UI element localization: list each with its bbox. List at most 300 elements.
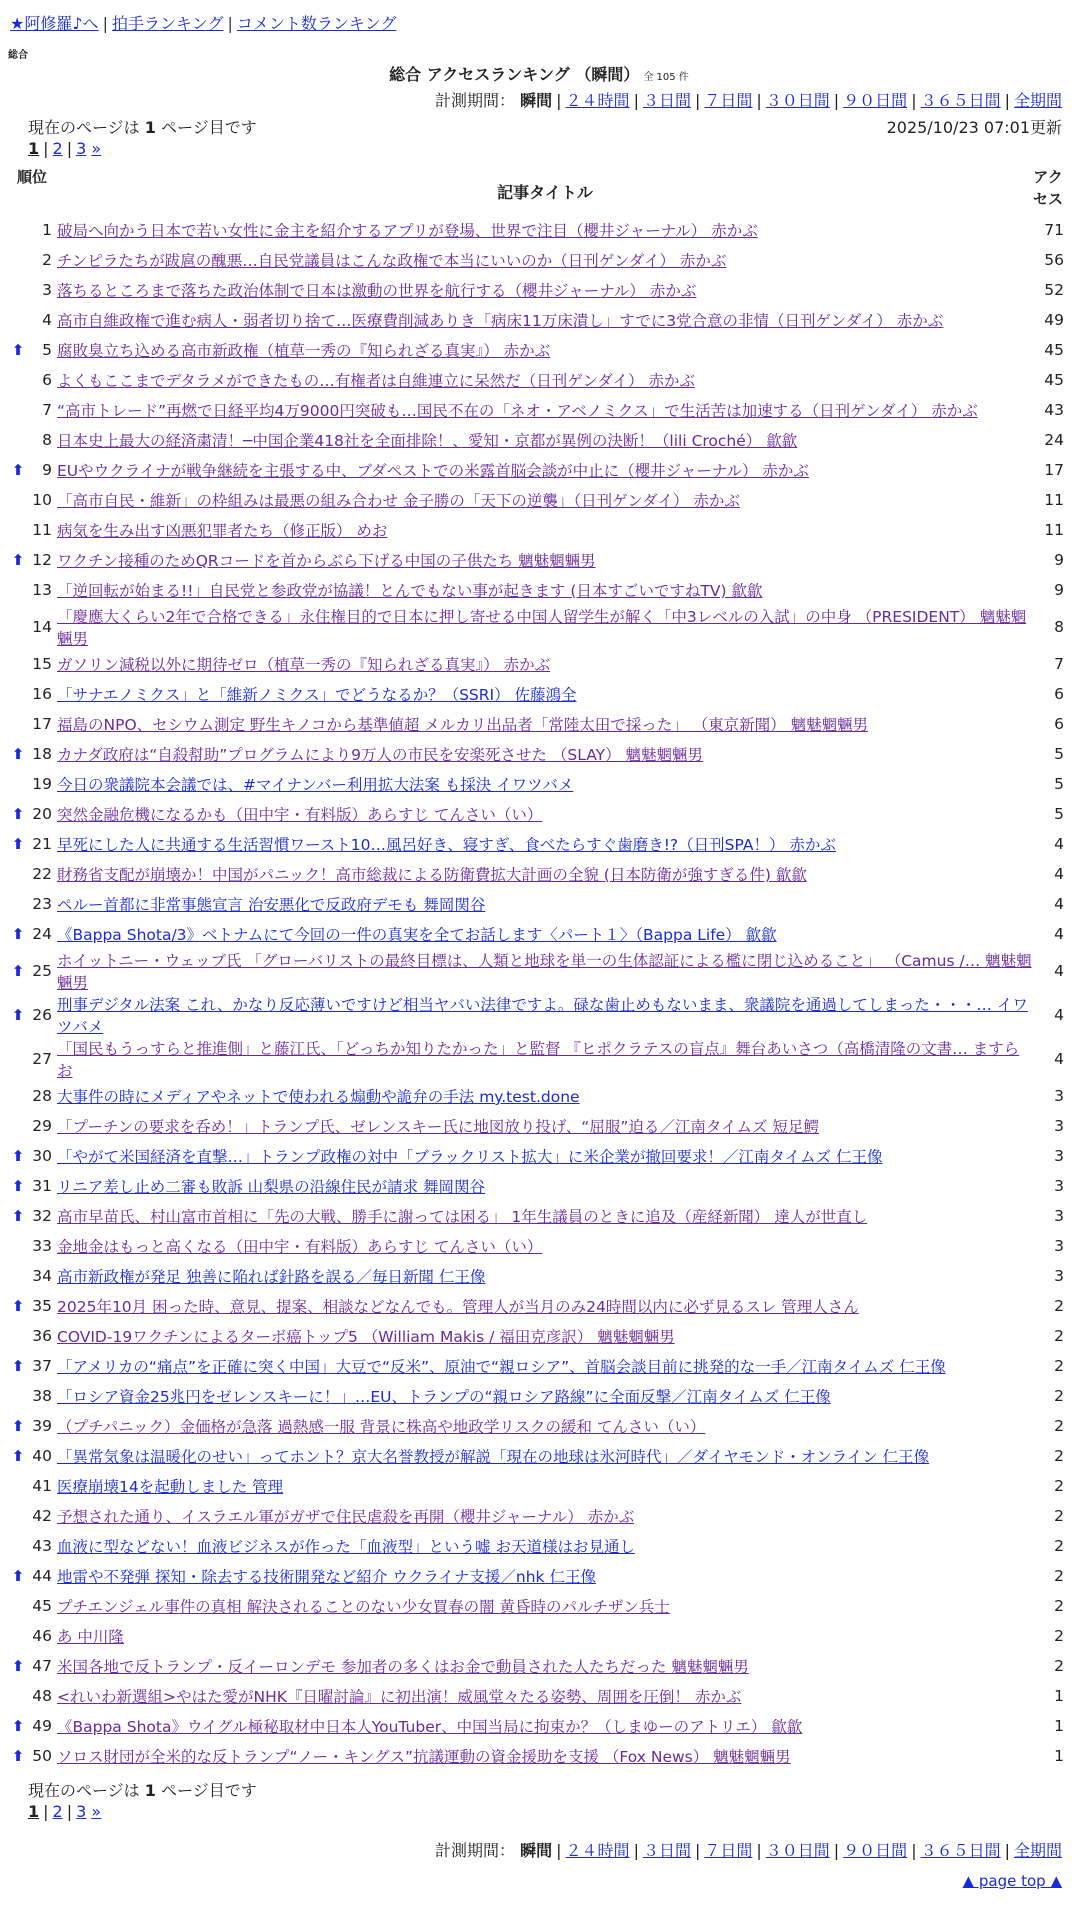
table-row — [0, 546, 1078, 576]
period-top-item-current: 瞬間 — [520, 91, 553, 110]
access-count: 4 — [1054, 835, 1064, 853]
article-title-cell — [57, 654, 1032, 676]
rank-number: 25 — [32, 962, 52, 980]
table-row — [0, 1202, 1078, 1232]
article-title-cell — [57, 1236, 1032, 1258]
table-row — [0, 486, 1078, 516]
table-row — [0, 994, 1078, 1038]
article-title-cell — [57, 994, 1032, 1038]
up-arrow-icon: ⬆ — [11, 745, 25, 763]
separator: | — [43, 139, 49, 158]
up-arrow-icon: ⬆ — [11, 1297, 25, 1315]
period-selector-bottom — [435, 1838, 1062, 1861]
period-top-item[interactable]: ９０日間 — [843, 91, 908, 110]
rank-number: 47 — [32, 1657, 52, 1675]
period-bottom-item-current: 瞬間 — [520, 1841, 553, 1860]
table-row — [0, 396, 1078, 426]
article-title-cell — [57, 1266, 1032, 1288]
table-row — [0, 516, 1078, 546]
table-row — [0, 1082, 1078, 1112]
rank-number: 31 — [32, 1177, 52, 1195]
article-title-cell — [57, 1476, 1032, 1498]
separator: | — [1004, 1841, 1010, 1860]
article-link[interactable]: ワクチン接種のためQRコードを首からぶら下げる中国の子供たち 魑魅魍魎男 — [57, 552, 596, 570]
current-page-info-bottom: 現在のページは 1 ページ目です — [28, 1781, 257, 1800]
up-arrow-icon: ⬆ — [11, 1357, 25, 1375]
rank-number: 4 — [42, 311, 52, 329]
rank-number: 2 — [42, 251, 52, 269]
article-title-cell — [57, 1686, 1032, 1708]
access-count: 4 — [1054, 1006, 1064, 1024]
rank-number: 44 — [32, 1567, 52, 1585]
period-selector-top — [435, 88, 1062, 111]
pager-top — [28, 139, 101, 158]
article-link[interactable]: EUやウクライナが戦争継続を主張する中、ブダペストでの米露首脳会談が中止に（櫻井ジャーナル） 赤かぶ — [57, 462, 809, 480]
up-arrow-icon: ⬆ — [11, 1657, 25, 1675]
separator: | — [833, 91, 840, 110]
rank-number: 50 — [32, 1747, 52, 1765]
access-count: 9 — [1054, 581, 1064, 599]
comment-ranking-link[interactable]: コメント数ランキング — [236, 14, 397, 33]
table-row — [0, 576, 1078, 606]
article-link[interactable]: 「やがて米国経済を直撃…」トランプ政権の対中「ブラックリスト拡大」に米企業が撤回要求！／江南タイムズ 仁王像 — [57, 1148, 883, 1166]
article-title-cell — [57, 1296, 1032, 1318]
rank-number: 5 — [42, 341, 52, 359]
rank-number: 33 — [32, 1237, 52, 1255]
table-row — [0, 1682, 1078, 1712]
article-link[interactable]: 突然金融危機になるかも（田中宇・有料版）あらすじ てんさい（い） — [57, 806, 543, 824]
article-link[interactable]: 「国民もうっすらと推進側」と藤江氏、「どっちか知りたかった」と監督 『ヒポクラテスの盲点』舞台あいさつ（高橋清隆の文書… ますらお — [57, 1040, 1020, 1080]
article-link[interactable]: 高市自維政権で進む病人・弱者切り捨て…医療費削減ありき「病床11万床潰し」すでに3党合意の非情（日刊ゲンダイ） 赤かぶ — [57, 312, 944, 330]
rank-number: 12 — [32, 551, 52, 569]
table-row — [0, 920, 1078, 950]
separator: | — [833, 1841, 840, 1860]
rank-number: 10 — [32, 491, 52, 509]
article-link[interactable]: 高市新政権が発足 独善に陥れば針路を誤る／毎日新聞 仁王像 — [57, 1268, 486, 1286]
access-count: 52 — [1044, 281, 1064, 299]
article-link[interactable]: プチエンジェル事件の真相 解決されることのない少女買春の闇 黄昏時のパルチザン兵士 — [57, 1598, 670, 1616]
period-bottom-item[interactable]: ３６５日間 — [920, 1841, 1001, 1860]
article-link[interactable]: 腐敗臭立ち込める高市新政権（植草一秀の『知られざる真実』） 赤かぶ — [57, 342, 551, 360]
separator: | — [1004, 91, 1010, 110]
rank-number: 17 — [32, 715, 52, 733]
table-row — [0, 1038, 1078, 1082]
pager-bottom — [28, 1802, 101, 1821]
top-nav: ★阿修羅♪へ | 拍手ランキング | コメント数ランキング — [10, 14, 397, 33]
access-count: 17 — [1044, 461, 1064, 479]
article-link[interactable]: 大事件の時にメディアやネットで使われる煽動や詭弁の手法 my.test.done — [57, 1088, 580, 1106]
access-count: 6 — [1054, 685, 1064, 703]
article-link[interactable]: ガソリン減税以外に期待ゼロ（植草一秀の『知られざる真実』） 赤かぶ — [57, 656, 551, 674]
article-title-cell — [57, 400, 1032, 422]
access-count: 2 — [1054, 1417, 1064, 1435]
rank-number: 42 — [32, 1507, 52, 1525]
up-arrow-icon: ⬆ — [11, 1447, 25, 1465]
access-count: 3 — [1054, 1087, 1064, 1105]
table-row — [0, 1532, 1078, 1562]
up-arrow-icon: ⬆ — [11, 461, 25, 479]
table-row — [0, 830, 1078, 860]
rank-number: 48 — [32, 1687, 52, 1705]
separator: | — [633, 1841, 639, 1860]
article-link[interactable]: 《Bappa Shota/3》ベトナムにて今回の一件の真実を全てお話します〈パート１〉（Bappa Life） 歙歙 — [57, 926, 777, 944]
pager-bottom-page-link[interactable]: 2 — [52, 1802, 63, 1821]
separator: | — [694, 1841, 701, 1860]
access-count: 43 — [1044, 401, 1064, 419]
access-count: 3 — [1054, 1267, 1064, 1285]
article-title-cell — [57, 1626, 1032, 1648]
rank-number: 7 — [42, 401, 52, 419]
rank-number: 19 — [32, 775, 52, 793]
article-link[interactable]: 予想された通り、イスラエル軍がガザで住民虐殺を再開（櫻井ジャーナル） 赤かぶ — [57, 1508, 635, 1526]
article-title-cell — [57, 220, 1032, 242]
access-count: 9 — [1054, 551, 1064, 569]
table-row — [0, 710, 1078, 740]
rank-number: 46 — [32, 1627, 52, 1645]
access-count: 2 — [1054, 1327, 1064, 1345]
table-row — [0, 276, 1078, 306]
period-top-item[interactable]: 全期間 — [1013, 91, 1062, 110]
article-title-cell — [57, 950, 1032, 994]
article-title-cell — [57, 430, 1032, 452]
table-row — [0, 1322, 1078, 1352]
article-link[interactable]: 「サナエノミクス」と「維新ノミクス」でどうなるか？（SSRI） 佐藤鴻全 — [57, 686, 577, 704]
rank-number: 6 — [42, 371, 52, 389]
table-row — [0, 950, 1078, 994]
article-link[interactable]: 病気を生み出す凶悪犯罪者たち（修正版） めお — [57, 522, 388, 540]
access-count: 56 — [1044, 251, 1064, 269]
up-arrow-icon: ⬆ — [11, 1717, 25, 1735]
article-link[interactable]: <れいわ新選組>やはた愛がNHK『日曜討論』に初出演！威風堂々たる姿勢、周囲を圧倒！ 赤かぶ — [57, 1688, 742, 1706]
article-link[interactable]: ホイットニー・ウェッブ氏 「グローバリストの最終目標は、人類と地球を単一の生体認証による檻に閉じ込めること」 （Camus /… 魑魅魍魎男 — [57, 952, 1032, 992]
article-link[interactable]: カナダ政府は“自殺幇助”プログラムにより9万人の市民を安楽死させた （SLAY） 魑魅魍魎男 — [57, 746, 704, 764]
rank-number: 35 — [32, 1297, 52, 1315]
article-link[interactable]: 地雷や不発弾 探知・除去する技術開発など紹介 ウクライナ支援／nhk 仁王像 — [57, 1568, 596, 1586]
pager-top-page-link[interactable]: » — [91, 139, 102, 158]
article-link[interactable]: ソロス財団が全米的な反トランプ“ノー・キングス”抗議運動の資金援助を支援 （Fox News） 魑魅魍魎男 — [57, 1748, 791, 1766]
article-title-cell — [57, 1086, 1032, 1108]
article-link[interactable]: 米国各地で反トランプ・反イーロンデモ 参加者の多くはお金で動員された人たちだった 魑魅魍魎男 — [57, 1658, 749, 1676]
article-title-cell — [57, 1446, 1032, 1468]
rank-number: 8 — [42, 431, 52, 449]
table-row — [0, 1352, 1078, 1382]
article-link[interactable]: COVID-19ワクチンによるターボ癌トップ5 （William Makis / 福田克彦訳） 魑魅魍魎男 — [57, 1328, 675, 1346]
article-title-cell — [57, 924, 1032, 946]
pager-top-current-page[interactable]: 1 — [28, 139, 40, 158]
rank-number: 13 — [32, 581, 52, 599]
access-count: 2 — [1054, 1537, 1064, 1555]
period-bottom-item[interactable]: ２４時間 — [565, 1841, 630, 1860]
article-link[interactable]: リニア差し止め二審も敗訴 山梨県の沿線住民が請求 舞岡関谷 — [57, 1178, 486, 1196]
article-link[interactable]: 医療崩壊14を起動しました 管理 — [57, 1478, 284, 1496]
article-title-cell — [57, 1566, 1032, 1588]
rank-number: 49 — [32, 1717, 52, 1735]
rank-number: 34 — [32, 1267, 52, 1285]
article-title-cell — [57, 1656, 1032, 1678]
access-count: 4 — [1054, 925, 1064, 943]
article-title-cell — [57, 1416, 1032, 1438]
article-link[interactable]: 落ちるところまで落ちた政治体制で日本は激動の世界を航行する（櫻井ジャーナル） 赤かぶ — [57, 282, 697, 300]
updated-timestamp: 2025/10/23 07:01更新 — [886, 118, 1062, 137]
article-title-cell — [57, 834, 1032, 856]
rank-number: 21 — [32, 835, 52, 853]
separator: | — [66, 1802, 73, 1821]
article-title-cell — [57, 460, 1032, 482]
rank-number: 3 — [42, 281, 52, 299]
separator: | — [756, 1841, 762, 1860]
article-title-cell — [57, 894, 1032, 916]
separator: | — [694, 91, 701, 110]
table-row — [0, 306, 1078, 336]
period-bottom-label: 計測期間： — [435, 1841, 516, 1860]
table-row — [0, 1382, 1078, 1412]
rank-number: 32 — [32, 1207, 52, 1225]
article-title-cell — [57, 550, 1032, 572]
access-count: 2 — [1054, 1567, 1064, 1585]
access-count: 2 — [1054, 1297, 1064, 1315]
access-count: 3 — [1054, 1117, 1064, 1135]
rank-number: 1 — [42, 221, 52, 239]
article-title-cell — [57, 864, 1032, 886]
period-top-item[interactable]: ３日間 — [642, 91, 691, 110]
access-count: 1 — [1054, 1687, 1064, 1705]
access-count: 2 — [1054, 1477, 1064, 1495]
article-link[interactable]: 刑事デジタル法案 これ、かなり反応薄いですけど相当ヤバい法律ですよ。碌な歯止めもないまま、衆議院を通過してしまった・・・… イワツバメ — [57, 996, 1028, 1036]
article-title-cell — [57, 580, 1032, 602]
article-link[interactable]: 「ロシア資金25兆円をゼレンスキーに！」…EU、トランプの“親ロシア路線”に全面反撃／江南タイムズ 仁王像 — [57, 1388, 831, 1406]
article-title-cell — [57, 714, 1032, 736]
rank-number: 45 — [32, 1597, 52, 1615]
rank-number: 16 — [32, 685, 52, 703]
pager-bottom-page-link[interactable]: » — [91, 1802, 102, 1821]
rank-number: 24 — [32, 925, 52, 943]
access-count: 71 — [1044, 221, 1064, 239]
up-arrow-icon: ⬆ — [11, 805, 25, 823]
separator: | — [66, 139, 73, 158]
table-row — [0, 606, 1078, 650]
period-bottom-item[interactable]: 全期間 — [1013, 1841, 1062, 1860]
rank-number: 14 — [32, 618, 52, 636]
table-row — [0, 1592, 1078, 1622]
article-link[interactable]: 金地金はもっと高くなる（田中宇・有料版）あらすじ てんさい（い） — [57, 1238, 543, 1256]
rank-number: 38 — [32, 1387, 52, 1405]
access-count: 2 — [1054, 1657, 1064, 1675]
table-row — [0, 650, 1078, 680]
rank-number: 27 — [32, 1050, 52, 1068]
article-link[interactable]: 「プーチンの要求を呑め！」トランプ氏、ゼレンスキー氏に地図放り投げ、“屈服”迫る／江南タイムズ 短足鰐 — [57, 1118, 819, 1136]
access-count: 2 — [1054, 1507, 1064, 1525]
access-count: 2 — [1054, 1387, 1064, 1405]
rank-number: 9 — [42, 461, 52, 479]
access-count: 3 — [1054, 1207, 1064, 1225]
table-row — [0, 1712, 1078, 1742]
access-count: 2 — [1054, 1447, 1064, 1465]
page-title-text: 総合 アクセスランキング （瞬間） — [389, 65, 640, 84]
separator: | — [43, 1802, 49, 1821]
table-row — [0, 1232, 1078, 1262]
table-row — [0, 740, 1078, 770]
up-arrow-icon: ⬆ — [11, 1417, 25, 1435]
table-row — [0, 1112, 1078, 1142]
article-link[interactable]: “高市トレード”再燃で日経平均4万9000円突破も…国民不在の「ネオ・アベノミクス」で生活苦は加速する（日刊ゲンダイ） 赤かぶ — [57, 402, 978, 420]
period-bottom-item[interactable]: ９０日間 — [843, 1841, 908, 1860]
table-row — [0, 1142, 1078, 1172]
article-link[interactable]: ペルー首都に非常事態宣言 治安悪化で反政府デモも 舞岡関谷 — [57, 896, 486, 914]
period-top-item[interactable]: ７日間 — [704, 91, 753, 110]
table-row — [0, 890, 1078, 920]
separator: | — [556, 1841, 562, 1860]
table-row — [0, 1262, 1078, 1292]
table-row — [0, 1472, 1078, 1502]
rank-number: 15 — [32, 655, 52, 673]
article-link[interactable]: あ 中川隆 — [57, 1628, 124, 1646]
table-row — [0, 336, 1078, 366]
article-title-cell — [57, 1536, 1032, 1558]
access-count: 3 — [1054, 1147, 1064, 1165]
article-link[interactable]: 血液に型などない！血液ビジネスが作った「血液型」という嘘 お天道様はお見通し — [57, 1538, 635, 1556]
article-link[interactable]: 早死にした人に共通する生活習慣ワースト10…風呂好き、寝すぎ、食べたらすぐ歯磨き!?（日刊SPA！） 赤かぶ — [57, 836, 836, 854]
period-bottom-item[interactable]: ３０日間 — [765, 1841, 830, 1860]
article-title-cell — [57, 1596, 1032, 1618]
access-count: 4 — [1054, 1050, 1064, 1068]
article-link[interactable]: 「異常気象は温暖化のせい」ってホント？京大名誉教授が解説「現在の地球は氷河時代」／ダイヤモンド・オンライン 仁王像 — [57, 1448, 930, 1466]
article-title-cell — [57, 490, 1032, 512]
up-arrow-icon: ⬆ — [11, 1567, 25, 1585]
article-title-cell — [57, 1386, 1032, 1408]
table-row — [0, 1652, 1078, 1682]
access-count: 4 — [1054, 865, 1064, 883]
pager-bottom-current-page[interactable]: 1 — [28, 1802, 40, 1821]
rank-number: 29 — [32, 1117, 52, 1135]
article-title-cell — [57, 1038, 1032, 1082]
article-link[interactable]: チンピラたちが跋扈の醜悪…自民党議員はこんな政権で本当にいいのか（日刊ゲンダイ） 赤かぶ — [57, 252, 727, 270]
rank-number: 43 — [32, 1537, 52, 1555]
table-row — [0, 800, 1078, 830]
access-count: 49 — [1044, 311, 1064, 329]
table-row — [0, 770, 1078, 800]
title-column-header: 記事タイトル — [497, 183, 593, 202]
home-link[interactable]: ★阿修羅♪へ — [10, 14, 99, 33]
access-count: 1 — [1054, 1747, 1064, 1765]
period-top-label: 計測期間： — [435, 91, 516, 110]
article-link[interactable]: 「アメリカの“痛点”を正確に突く中国」大豆で“反米”、原油で“親ロシア”、首脳会談目前に挑発的な一手／江南タイムズ 仁王像 — [57, 1358, 946, 1376]
table-row — [0, 366, 1078, 396]
table-row — [0, 456, 1078, 486]
article-link[interactable]: 「高市自民・維新」の枠組みは最悪の組み合わせ 金子勝の「天下の逆襲」（日刊ゲンダイ） 赤かぶ — [57, 492, 740, 510]
rank-number: 20 — [32, 805, 52, 823]
access-count: 5 — [1054, 805, 1064, 823]
article-link[interactable]: 財務省支配が崩壊か！中国がパニック！高市総裁による防衛費拡大計画の全貌 (日本防衛が強すぎる件) 歙歙 — [57, 866, 807, 884]
pager-top-page-link[interactable]: 3 — [76, 139, 87, 158]
article-title-cell — [57, 804, 1032, 826]
access-count: 7 — [1054, 655, 1064, 673]
article-title-cell — [57, 774, 1032, 796]
article-title-cell — [57, 684, 1032, 706]
category-label: 総合 — [8, 50, 28, 61]
access-count: 5 — [1054, 775, 1064, 793]
article-title-cell — [57, 1506, 1032, 1528]
up-arrow-icon: ⬆ — [11, 341, 25, 359]
table-row — [0, 426, 1078, 456]
access-count: 2 — [1054, 1627, 1064, 1645]
separator: | — [556, 91, 562, 110]
period-top-item[interactable]: ３６５日間 — [920, 91, 1001, 110]
period-bottom-item[interactable]: ７日間 — [704, 1841, 753, 1860]
access-count: 8 — [1054, 618, 1064, 636]
article-link[interactable]: 日本史上最大の経済粛清！─中国企業418社を全面排除！、愛知・京都が異例の決断！（lili Croché） 歙歙 — [57, 432, 798, 450]
article-link[interactable]: 「逆回転が始まる!!」自民党と参政党が協議！とんでもない事が起きます (日本すごいですねTV) 歙歙 — [57, 582, 763, 600]
article-title-cell — [57, 744, 1032, 766]
article-link[interactable]: よくもここまでデタラメができたもの…有権者は自維連立に呆然だ（日刊ゲンダイ） 赤かぶ — [57, 372, 695, 390]
access-count: 24 — [1044, 431, 1064, 449]
up-arrow-icon: ⬆ — [11, 1747, 25, 1765]
table-row — [0, 1442, 1078, 1472]
article-link[interactable]: 高市早苗氏、村山富市首相に「先の大戦、勝手に謝っては困る」 1年生議員のときに追及（産経新聞） 達人が世直し — [57, 1208, 868, 1226]
rank-number: 22 — [32, 865, 52, 883]
access-count: 2 — [1054, 1597, 1064, 1615]
up-arrow-icon: ⬆ — [11, 1207, 25, 1225]
up-arrow-icon: ⬆ — [11, 962, 25, 980]
article-link[interactable]: 福島のNPO、セシウム測定 野生キノコから基準値超 メルカリ出品者「常陸太田で採った」 （東京新聞） 魑魅魍魎男 — [57, 716, 869, 734]
period-top-item[interactable]: ３０日間 — [765, 91, 830, 110]
rank-number: 18 — [32, 745, 52, 763]
period-top-item[interactable]: ２４時間 — [565, 91, 630, 110]
page-top-link[interactable]: ▲ page top ▲ — [962, 1872, 1062, 1890]
period-bottom-item[interactable]: ３日間 — [642, 1841, 691, 1860]
article-title-cell — [57, 370, 1032, 392]
up-arrow-icon: ⬆ — [11, 1147, 25, 1165]
ranking-table — [0, 216, 1078, 1772]
article-title-cell — [57, 1326, 1032, 1348]
access-count: 4 — [1054, 962, 1064, 980]
current-page-info: 現在のページは 1 ページ目です — [28, 118, 257, 137]
table-row — [0, 216, 1078, 246]
clap-ranking-link[interactable]: 拍手ランキング — [111, 14, 224, 33]
article-link[interactable]: 《Bappa Shota》ウイグル極秘取材中日本人YouTuber、中国当局に拘束か？（しまゆーのアトリエ） 歙歙 — [57, 1718, 803, 1736]
article-title-cell — [57, 1176, 1032, 1198]
access-count: 1 — [1054, 1717, 1064, 1735]
article-title-cell — [57, 520, 1032, 542]
table-row — [0, 1292, 1078, 1322]
table-row — [0, 1562, 1078, 1592]
article-link[interactable]: 破局へ向かう日本で若い女性に金主を紹介するアプリが登場、世界で注目（櫻井ジャーナル） 赤かぶ — [57, 222, 758, 240]
up-arrow-icon: ⬆ — [11, 1177, 25, 1195]
access-count: 2 — [1054, 1357, 1064, 1375]
rank-column-header: 順位 — [16, 168, 47, 186]
table-row — [0, 1412, 1078, 1442]
rank-number: 11 — [32, 521, 52, 539]
article-link[interactable]: 2025年10月 困った時、意見、提案、相談などなんでも。管理人が当月のみ24時間以内に必ず見るスレ 管理人さん — [57, 1298, 859, 1316]
item-count: 全 105 件 — [643, 72, 689, 83]
up-arrow-icon: ⬆ — [11, 835, 25, 853]
rank-number: 28 — [32, 1087, 52, 1105]
table-row — [0, 1502, 1078, 1532]
article-title-cell — [57, 606, 1032, 650]
up-arrow-icon: ⬆ — [11, 925, 25, 943]
separator: | — [911, 1841, 917, 1860]
article-link[interactable]: 「慶應大くらい2年で合格できる」永住権目的で日本に押し寄せる中国人留学生が解く「中3レベルの入試」の中身 （PRESIDENT） 魑魅魍魎男 — [57, 608, 1027, 648]
article-title-cell — [57, 1116, 1032, 1138]
pager-top-page-link[interactable]: 2 — [52, 139, 63, 158]
separator: | — [756, 91, 762, 110]
access-column-header: アクセス — [1032, 168, 1063, 208]
article-link[interactable]: （プチパニック）金価格が急落 過熱感一服 背景に株高や地政学リスクの緩和 てんさい（い） — [57, 1418, 706, 1436]
access-count: 11 — [1044, 521, 1064, 539]
article-link[interactable]: 今日の衆議院本会議では、#マイナンバー利用拡大法案 も採決 イワツバメ — [57, 776, 574, 794]
rank-number: 26 — [32, 1006, 52, 1024]
access-count: 3 — [1054, 1237, 1064, 1255]
pager-bottom-page-link[interactable]: 3 — [76, 1802, 87, 1821]
